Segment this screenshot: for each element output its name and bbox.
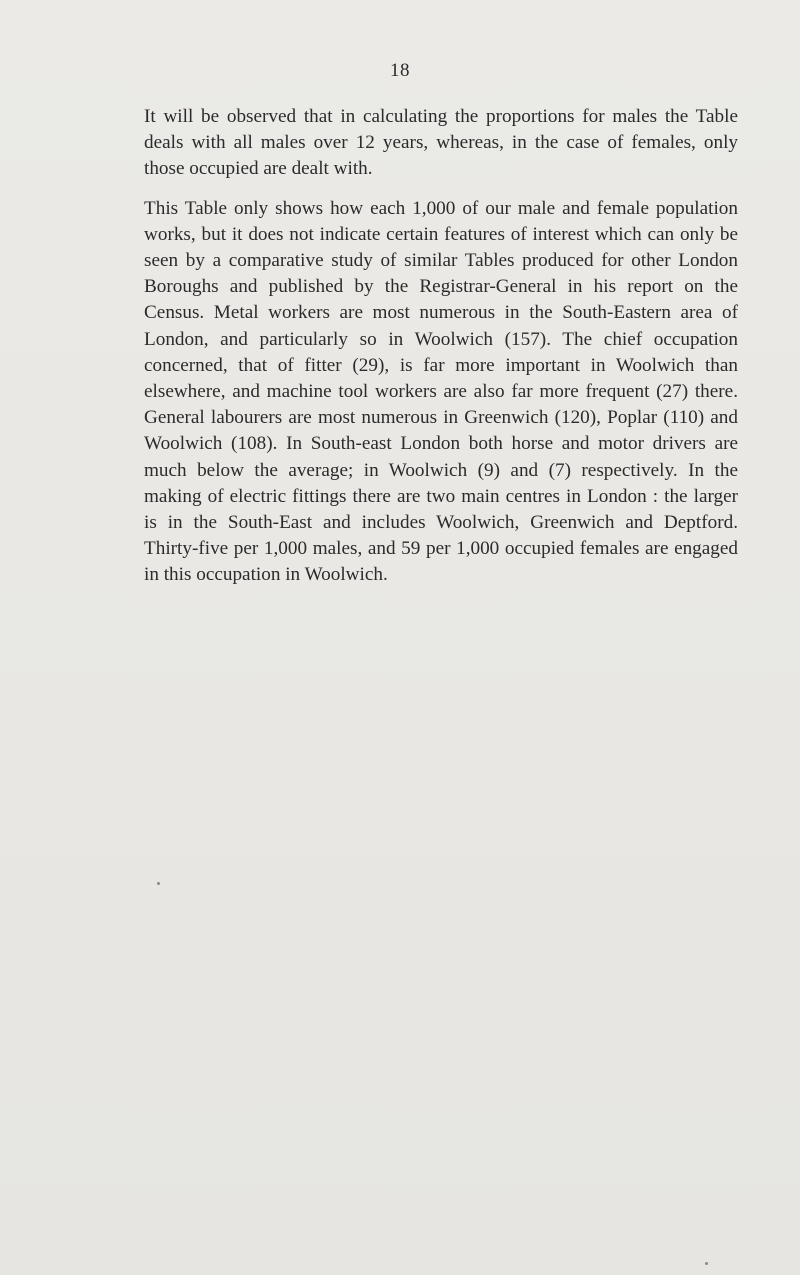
paragraph-2: This Table only shows how each 1,000 of our male and female population works, but it does not indicate certain features of interest which can only be seen by a comparative study of similar Tables produced for other London Boroughs and published by the Registrar-General in his report on the Census. Metal workers are most numerous in the South-Eastern area of London, and particularly so in Woolwich (157). The chief occupation concerned, that of fitter (29), is far more important in Woolwich than elsewhere, and machine tool workers are also far more frequent (27) there. General labourers are most numerous in Greenwich (120), Poplar (110) and Woolwich (108). In South-east London both horse and motor drivers are much below the average; in Woolwich (9) and (7) respectively. In the making of electric fittings there are two main centres in London : the larger is in the South-East and includes Woolwich, Greenwich and Deptford. Thirty-five per 1,000 males, and 59 per 1,000 occupied females are engaged in this occupation in Woolwich. bbox=[144, 197, 738, 586]
paper-speck bbox=[705, 1262, 708, 1265]
page-number: 18 bbox=[390, 60, 410, 81]
paragraph-1: It will be observed that in calculating the proportions for males the Table deals with all males over 12 years, whereas, in the case of females, only those occupied are dealt with. bbox=[144, 106, 738, 180]
paper-speck bbox=[157, 882, 160, 885]
body-text bbox=[144, 104, 738, 589]
